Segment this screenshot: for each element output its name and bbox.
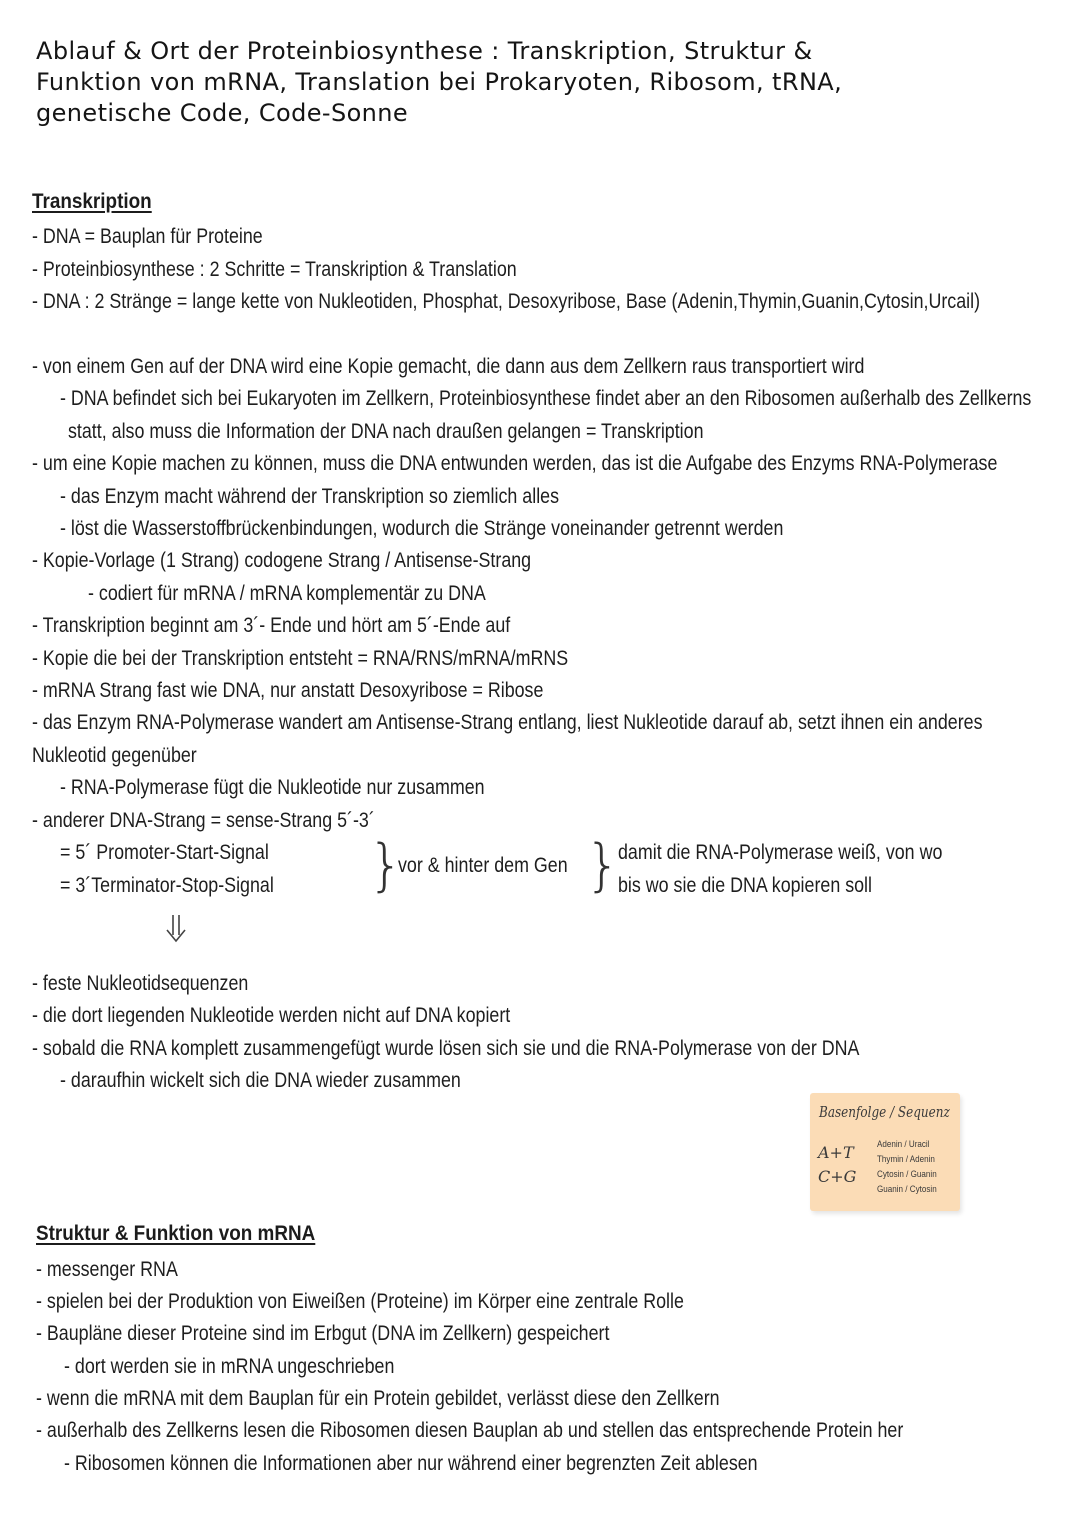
note-line: Nukleotid gegenüber	[32, 744, 197, 767]
note-line: - um eine Kopie machen zu können, muss die DNA entwunden werden, das ist die Aufgabe des Enzyms RNA-Polymerase	[32, 452, 998, 475]
base-pair-at: A+T	[818, 1143, 854, 1162]
note-line: - Ribosomen können die Informationen aber nur während einer begrenzten Zeit ablesen	[64, 1452, 758, 1475]
terminator-signal: = 3´Terminator-Stop-Signal	[60, 874, 274, 897]
note-line: - sobald die RNA komplett zusammengefügt wurde lösen sich sie und die RNA-Polymerase von der DNA	[32, 1037, 860, 1060]
brace-right: }	[585, 833, 621, 898]
note-line: - codiert für mRNA / mRNA komplementär zu DNA	[88, 582, 486, 605]
note-line: - wenn die mRNA mit dem Bauplan für ein Protein gebildet, verlässt diese den Zellkern	[36, 1387, 720, 1410]
note-line: - das Enzym RNA-Polymerase wandert am Antisense-Strang entlang, liest Nukleotide darauf ab, setzt ihnen ein anderes	[32, 711, 983, 734]
base-pair-item: Thymin / Adenin	[877, 1154, 935, 1165]
note-line: - das Enzym macht während der Transkription so ziemlich alles	[60, 485, 560, 508]
page-title	[36, 36, 1046, 129]
note-line: - daraufhin wickelt sich die DNA wieder zusammen	[60, 1069, 461, 1092]
note-line: - mRNA Strang fast wie DNA, nur anstatt Desoxyribose = Ribose	[32, 679, 544, 702]
heading-transkription: Transkription	[32, 190, 152, 213]
note-line: - DNA befindet sich bei Eukaryoten im Zellkern, Proteinbiosynthese findet aber an den Ribosomen außerhalb des Zellkerns	[60, 387, 1032, 410]
note-line: - feste Nukleotidsequenzen	[32, 972, 249, 995]
note-line: - dort werden sie in mRNA ungeschrieben	[64, 1355, 395, 1378]
note-line: statt, also muss die Information der DNA nach draußen gelangen = Transkription	[68, 420, 704, 443]
signal-purpose-line: bis wo sie die DNA kopieren soll	[618, 874, 872, 897]
note-line: - löst die Wasserstoffbrückenbindungen, wodurch die Stränge voneinander getrennt werden	[60, 517, 784, 540]
signal-purpose-line: damit die RNA-Polymerase weiß, von wo	[618, 841, 943, 864]
note-line: - Baupläne dieser Proteine sind im Erbgut (DNA im Zellkern) gespeichert	[36, 1322, 610, 1345]
base-pair-cg: C+G	[818, 1167, 857, 1186]
title-line-3: genetische Code, Code-Sonne	[36, 99, 409, 127]
note-line: - messenger RNA	[36, 1258, 178, 1281]
note-line: - außerhalb des Zellkerns lesen die Ribosomen diesen Bauplan ab und stellen das entsprechende Protein her	[36, 1419, 904, 1442]
note-line: - Kopie die bei der Transkription entsteht = RNA/RNS/mRNA/mRNS	[32, 647, 569, 670]
note-line: - anderer DNA-Strang = sense-Strang 5´-3´	[32, 809, 375, 832]
title-line-1: Ablauf & Ort der Proteinbiosynthese : Transkription, Struktur &	[36, 37, 813, 65]
note-line: - DNA = Bauplan für Proteine	[32, 225, 263, 248]
heading-mrna: Struktur & Funktion von mRNA	[36, 1222, 316, 1245]
note-line: - RNA-Polymerase fügt die Nukleotide nur zusammen	[60, 776, 485, 799]
base-pair-item: Adenin / Uracil	[877, 1139, 930, 1150]
note-line: - Transkription beginnt am 3´- Ende und hört am 5´-Ende auf	[32, 614, 511, 637]
note-line: - Kopie-Vorlage (1 Strang) codogene Strang / Antisense-Strang	[32, 549, 532, 572]
base-pair-item: Guanin / Cytosin	[877, 1184, 937, 1195]
title-line-2: Funktion von mRNA, Translation bei Prokaryoten, Ribosom, tRNA,	[36, 68, 843, 96]
gene-position-note: vor & hinter dem Gen	[398, 854, 568, 877]
promoter-signal: = 5´ Promoter-Start-Signal	[60, 841, 269, 864]
brace-right: }	[368, 833, 404, 898]
note-line: - DNA : 2 Stränge = lange kette von Nukleotiden, Phosphat, Desoxyribose, Base (Adenin,Thymin,Guanin,Cytosin,Urcail)	[32, 290, 981, 313]
sticky-note-base-pairs	[810, 1093, 960, 1211]
double-arrow-down-icon	[163, 913, 189, 943]
note-line: - von einem Gen auf der DNA wird eine Kopie gemacht, die dann aus dem Zellkern raus transportiert wird	[32, 355, 865, 378]
note-line: - die dort liegenden Nukleotide werden nicht auf DNA kopiert	[32, 1004, 511, 1027]
note-line: - Proteinbiosynthese : 2 Schritte = Transkription & Translation	[32, 258, 517, 281]
base-pair-item: Cytosin / Guanin	[877, 1169, 937, 1180]
sticky-note-title: Basenfolge / Sequenz	[819, 1103, 950, 1121]
note-line: - spielen bei der Produktion von Eiweißen (Proteine) im Körper eine zentrale Rolle	[36, 1290, 684, 1313]
